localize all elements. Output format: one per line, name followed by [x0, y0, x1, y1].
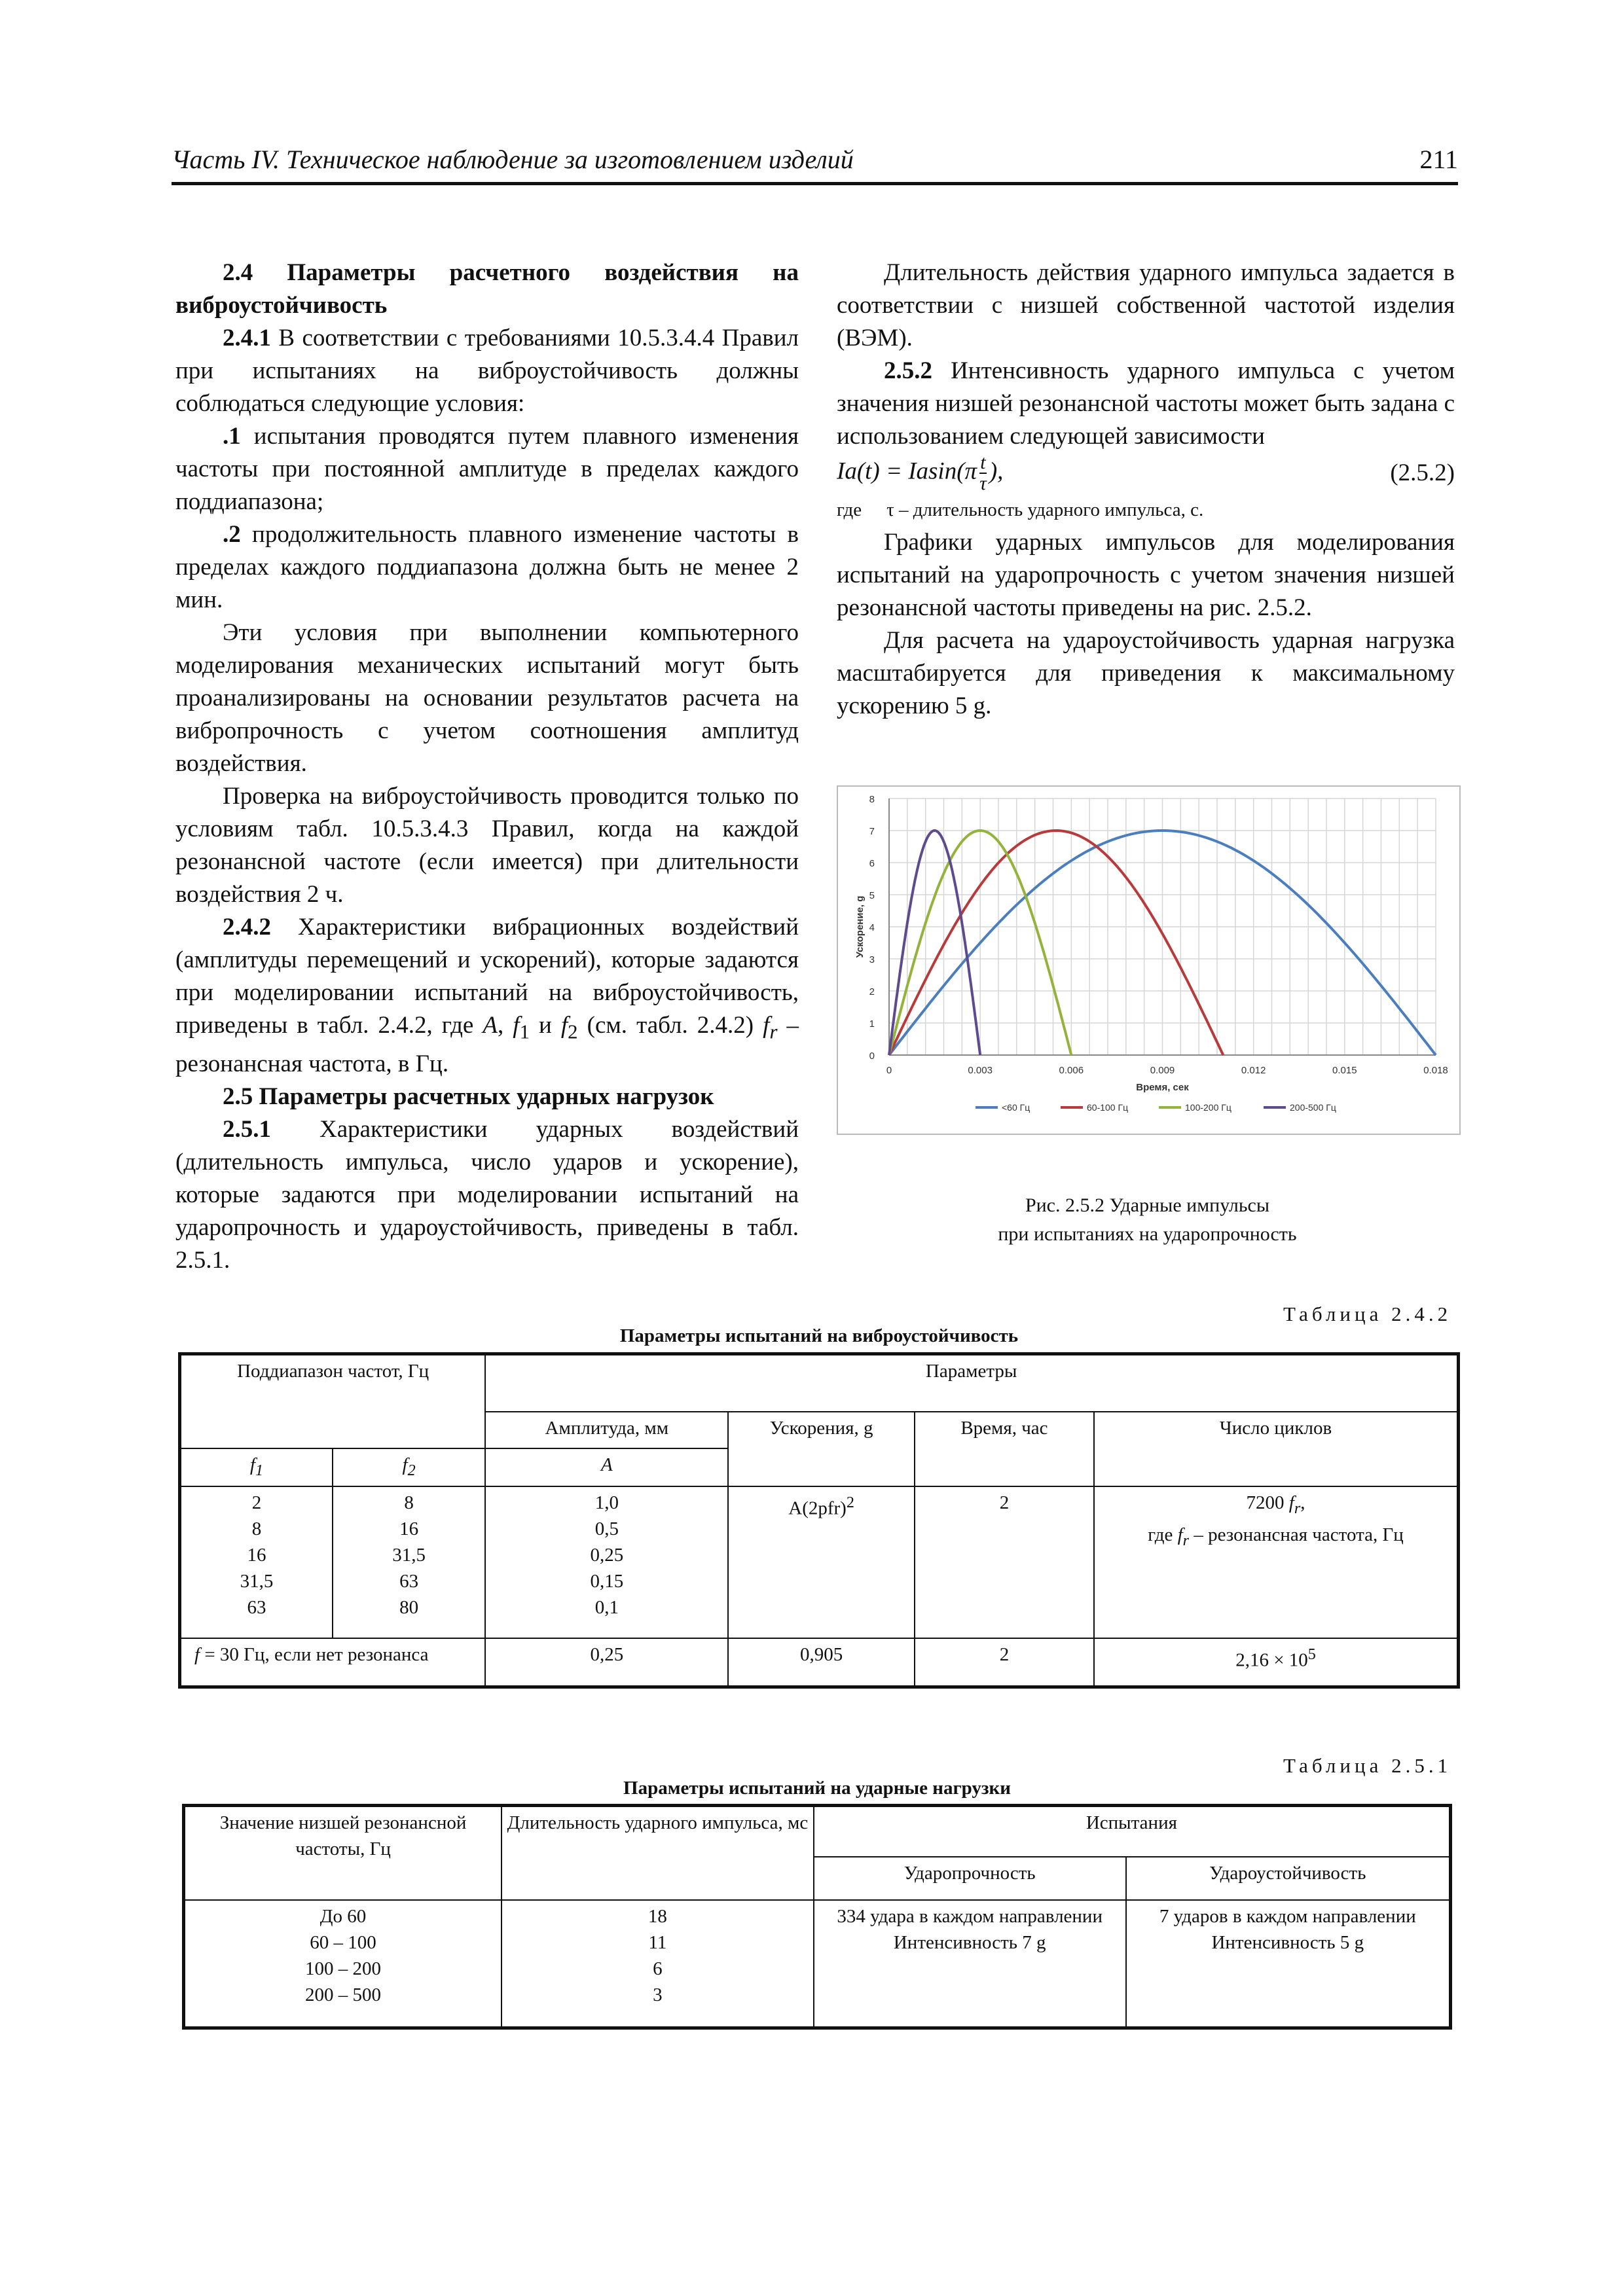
page-number: 211: [1419, 145, 1458, 174]
table-2-4-2-title: Параметры испытаний на виброустойчивость: [619, 1325, 1019, 1346]
paragraph-graphs: Графики ударных импульсов для моделирования испытаний на ударопрочность с учетом значения низшей резонансной частоты приведены на рис. 2.5.2.: [837, 529, 1455, 621]
header-cycles: Число циклов: [1094, 1412, 1458, 1487]
x-tick-label: 0.009: [1150, 1065, 1175, 1076]
fraction-numerator: t: [980, 452, 986, 473]
paragraph-number: 2.5.2: [884, 357, 932, 384]
cell-amp-default: 0,25: [485, 1638, 728, 1687]
list-item-1: [175, 420, 799, 518]
header-frequency: Значение низшей резонансной частоты, Гц: [184, 1806, 502, 1900]
paragraph-text: Характеристики вибрационных воздействий (амплитуды перемещений и ускорений), которые задаются при моделировании испытаний на виброустойчивость, приведены в табл. 2.4.2, где: [175, 914, 799, 1039]
no-resonance-text: = 30 Гц, если нет резонанса: [200, 1644, 429, 1666]
x-tick-label: 0.006: [1059, 1065, 1084, 1076]
paragraph-text: (см. табл. 2.4.2): [577, 1012, 763, 1039]
header-acceleration: Ускорения, g: [728, 1412, 914, 1487]
symbol-f1: f: [513, 1012, 520, 1039]
cell-amp-values: 1,0 0,5 0,25 0,15 0,1: [485, 1486, 728, 1638]
cell-acc-default: 0,905: [728, 1638, 914, 1687]
header-A: A: [485, 1448, 728, 1487]
subscript: r: [1182, 1531, 1190, 1549]
paragraph-text: – резонансная частота, в Гц.: [175, 1012, 799, 1078]
y-tick-label: 0: [869, 1050, 875, 1062]
list-number: .1: [223, 423, 241, 450]
superscript: 5: [1307, 1645, 1316, 1664]
shock-impulse-chart: [837, 785, 1461, 1135]
symbol-A: A: [483, 1012, 498, 1039]
comma: ,: [498, 1012, 513, 1039]
paragraph-text: Характеристики ударных воздействий (длительность импульса, число ударов и ускорение), которые задаются при моделировании испытаний на ударопрочность и удароустойчивость, приведены в табл. 2.5.1.: [175, 1116, 799, 1274]
cell-strength-value: 334 удара в каждом направлении Интенсивность 7 g: [814, 1900, 1126, 2028]
paragraph-text: В соответствии с требованиями 10.5.3.4.4 Правил при испытаниях на виброустойчивость должны соблюдаться следующие условия:: [175, 325, 799, 417]
cell-stability-value: 7 ударов в каждом направлении Интенсивность 5 g: [1126, 1900, 1451, 2028]
subscript: 1: [519, 1020, 530, 1043]
legend-label: <60 Гц: [1002, 1102, 1030, 1113]
cell-cycles-default: [1094, 1638, 1458, 1687]
formula-expression: [837, 453, 1003, 493]
table-2-4-2: [178, 1352, 1460, 1689]
table-2-5-1-title: Параметры испытаний на ударные нагрузки: [623, 1778, 1011, 1799]
right-column: [837, 257, 1455, 723]
subscript: 2: [407, 1461, 416, 1479]
x-tick-label: 0: [886, 1065, 892, 1076]
comma: ,: [1300, 1492, 1305, 1514]
y-tick-label: 7: [869, 826, 875, 837]
paragraph-number: 2.4.1: [223, 325, 271, 351]
symbol-f: f: [249, 1454, 255, 1475]
y-tick-label: 2: [869, 986, 875, 997]
legend-label: 200-500 Гц: [1290, 1102, 1336, 1113]
symbol-f2: f: [560, 1012, 568, 1039]
header-params: Параметры: [485, 1354, 1458, 1412]
formula-number: (2.5.2): [1390, 459, 1455, 486]
paragraph-conditions: Эти условия при выполнении компьютерного моделирования механических испытаний могут быть проанализированы на основании результатов расчета на вибропрочность с учетом соотношения амплитуд воздействия.: [175, 619, 799, 777]
chart-legend: [976, 1102, 1336, 1113]
symbol-fr: f: [763, 1012, 770, 1039]
where-word: где: [837, 499, 862, 520]
paragraph-text: Интенсивность ударного импульса с учетом значения низшей резонансной частоты может быть задана с использованием следующей зависимости: [837, 357, 1455, 450]
superscript: 2: [846, 1494, 854, 1512]
page-header: [172, 143, 1458, 185]
caption-line-1: Рис. 2.5.2 Ударные импульсы: [1025, 1194, 1270, 1216]
header-tests: Испытания: [814, 1806, 1451, 1857]
legend-label: 60-100 Гц: [1087, 1102, 1129, 1113]
cell-f2-values: 8 16 31,5 63 80: [333, 1486, 485, 1638]
paragraph-number: 2.5.1: [223, 1116, 271, 1143]
cell-time: 2: [915, 1486, 1094, 1638]
y-axis-title: Ускорение, g: [854, 895, 866, 958]
cell-acceleration: [728, 1486, 914, 1638]
cycles-value: 7200: [1246, 1492, 1289, 1514]
paragraph-2-5-2: [837, 355, 1455, 453]
subscript: 2: [568, 1020, 578, 1043]
table-2-5-1: [182, 1804, 1452, 2030]
cell-duration-values: 18 11 6 3: [501, 1900, 814, 2028]
paragraph-2-5-1: [175, 1113, 799, 1277]
list-item-2: [175, 518, 799, 617]
y-tick-label: 8: [869, 794, 875, 805]
y-tick-label: 1: [869, 1018, 875, 1030]
y-tick-label: 3: [869, 954, 875, 965]
x-axis-title: Время, сек: [1136, 1082, 1189, 1093]
subscript: r: [1294, 1499, 1301, 1518]
left-column: [175, 257, 799, 1277]
symbol-f: f: [402, 1454, 408, 1475]
formula-fraction: [979, 453, 987, 493]
paragraph-check: Проверка на виброустойчивость проводится только по условиям табл. 10.5.3.4.3 Правил, когда на каждой резонансной частоте (если имеется) при длительности воздействия 2 ч.: [175, 783, 799, 908]
paragraph-2-4-1: [175, 322, 799, 420]
cell-cycles: [1094, 1486, 1458, 1638]
header-f1: [180, 1448, 333, 1487]
chart-svg: [838, 787, 1459, 1134]
paragraph-number: 2.4.2: [223, 914, 271, 941]
formula-tail: ),: [989, 457, 1004, 485]
series-line: [889, 831, 980, 1055]
table-row: [180, 1486, 1459, 1638]
where-word: где: [1148, 1524, 1178, 1546]
list-text: испытания проводятся путем плавного изменения частоты при постоянной амплитуде в пределах каждого поддиапазона;: [175, 423, 799, 515]
caption-line-2: при испытаниях на ударопрочность: [998, 1223, 1297, 1245]
header-stability: Удароустойчивость: [1126, 1857, 1451, 1900]
table-row: [180, 1638, 1459, 1687]
formula-2-5-2: [837, 453, 1455, 493]
cell-no-resonance: [180, 1638, 486, 1687]
formula-lhs: Ia(t) = Iasin(π: [837, 457, 977, 485]
y-tick-label: 6: [869, 858, 875, 869]
table-2-5-1-label: Таблица 2.5.1: [1283, 1754, 1452, 1777]
formula-legend: [837, 493, 1455, 526]
x-tick-label: 0.015: [1332, 1065, 1357, 1076]
paragraph-2-4-2: [175, 911, 799, 1081]
header-amplitude: Амплитуда, мм: [485, 1412, 728, 1448]
running-title: Часть IV. Техническое наблюдение за изготовлением изделий: [172, 145, 854, 174]
cell-time-default: 2: [915, 1638, 1094, 1687]
section-2-4-heading: 2.4 Параметры расчетного воздействия на виброустойчивость: [175, 259, 799, 319]
acc-formula: A(2pfr): [788, 1498, 847, 1519]
subscript: r: [769, 1020, 778, 1043]
header-time: Время, час: [915, 1412, 1094, 1487]
x-tick-label: 0.003: [968, 1065, 993, 1076]
fraction-denominator: τ: [979, 473, 987, 494]
header-subrange: Поддиапазон частот, Гц: [180, 1354, 486, 1448]
cycles-value: 2,16 × 10: [1235, 1649, 1308, 1671]
where-text: – резонансная частота, Гц: [1189, 1524, 1404, 1546]
header-f2: [333, 1448, 485, 1487]
where-text: τ – длительность ударного импульса, с.: [886, 499, 1204, 520]
table-row: [184, 1900, 1451, 2028]
list-number: .2: [223, 521, 241, 548]
symbol-f: f: [1288, 1492, 1294, 1514]
figure-caption: [837, 1191, 1458, 1249]
legend-label: 100-200 Гц: [1185, 1102, 1231, 1113]
series-line: [889, 831, 1223, 1055]
paragraph-scale: Для расчета на удароустойчивость ударная нагрузка масштабируется для приведения к максимальному ускорению 5 g.: [837, 627, 1455, 719]
paragraph-duration: Длительность действия ударного импульса задается в соответствии с низшей собственной частотой изделия (ВЭМ).: [837, 259, 1455, 351]
list-text: продолжительность плавного изменение частоты в пределах каждого поддиапазона должна быть не менее 2 мин.: [175, 521, 799, 613]
table-row: [180, 1354, 1459, 1412]
and-word: и: [530, 1012, 561, 1039]
symbol-f: f: [1177, 1524, 1183, 1546]
cell-frequency-values: До 60 60 – 100 100 – 200 200 – 500: [184, 1900, 502, 2028]
x-tick-label: 0.012: [1241, 1065, 1266, 1076]
table-row: [184, 1806, 1451, 1857]
y-tick-label: 5: [869, 890, 875, 901]
y-tick-label: 4: [869, 922, 875, 933]
header-duration: Длительность ударного импульса, мс: [501, 1806, 814, 1900]
header-strength: Ударопрочность: [814, 1857, 1126, 1900]
subscript: 1: [255, 1461, 264, 1479]
chart-grid: [889, 798, 1436, 1055]
symbol-f: f: [194, 1644, 200, 1666]
cell-f1-values: 2 8 16 31,5 63: [180, 1486, 333, 1638]
section-2-5-heading: 2.5 Параметры расчетных ударных нагрузок: [223, 1083, 714, 1111]
table-2-4-2-label: Таблица 2.4.2: [1283, 1302, 1452, 1325]
x-tick-label: 0.018: [1423, 1065, 1448, 1076]
